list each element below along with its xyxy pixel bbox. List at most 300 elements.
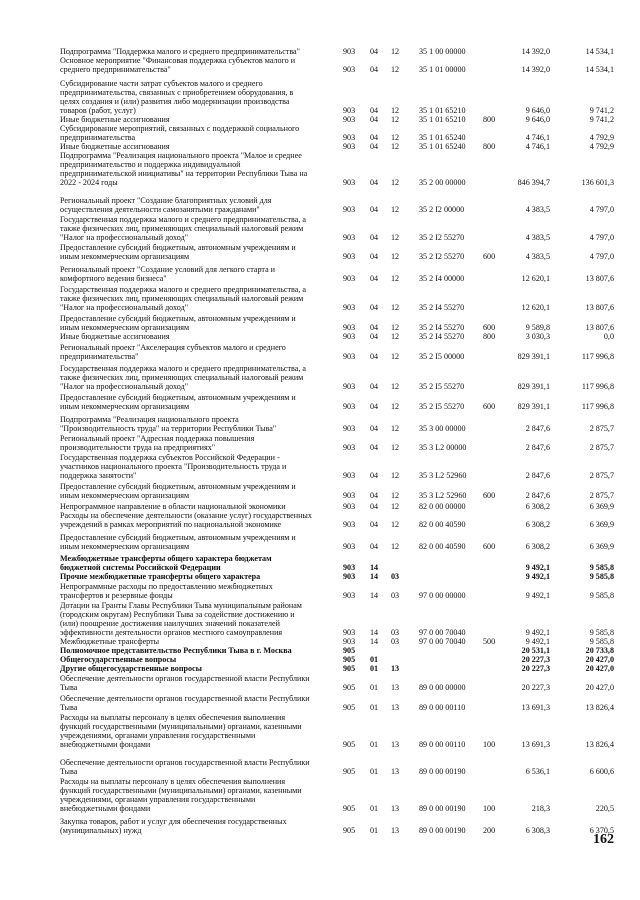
description-line: иным некоммерческим организациям [60,401,190,411]
description-line: функций государственными (муниципальными) органами, казенными [60,785,302,795]
description-line: поддержка занятости" [60,470,137,480]
subsection-code: 12 [391,142,400,151]
amount-year-2: 4 797,0 [589,232,614,242]
row-description [60,818,346,836]
section-code: 04 [370,519,379,529]
amount-year-1: 4 746,1 [525,132,550,142]
row-description [60,57,346,75]
expense-type-code: 100 [483,739,496,749]
target-article-code: 35 1 00 00000 [419,47,466,56]
description-line: Субсидирование мероприятий, связанных с поддержкой социального [60,124,300,133]
amount-year-1: 20 227,3 [521,655,550,664]
amount-year-2: 6 369,9 [589,541,614,551]
subsection-code: 12 [391,502,400,511]
section-code: 04 [370,232,379,242]
description-line: Межбюджетные трансферты [60,637,160,646]
amount-year-1: 9 492,1 [525,572,550,581]
subsection-code: 12 [391,322,400,332]
section-code: 04 [370,64,379,74]
description-line: "Налог на профессиональный доход" [60,232,189,242]
section-code: 04 [370,132,379,142]
section-code: 04 [370,142,379,151]
row-description [60,555,346,573]
admin-code: 905 [343,803,356,813]
description-line: комфортного ведения бизнеса" [60,273,167,283]
subsection-code: 03 [391,637,400,646]
description-line: Общегосударственные вопросы [60,655,177,664]
target-article-code: 97 0 00 00000 [419,590,466,600]
expense-type-code: 800 [483,142,496,151]
section-code: 01 [370,664,379,673]
description-line: 2022 - 2024 годы [60,177,118,187]
description-line: учреждениями, органами управления государственными [60,730,256,740]
subsection-code: 13 [391,825,400,835]
subsection-code: 12 [391,47,400,56]
description-line: Региональный проект "Акселерация субъектов малого и среднего [60,343,286,352]
target-article-code: 35 2 I4 00000 [419,273,465,283]
description-line: Прочие межбюджетные трансферты общего характера [60,572,261,581]
description-line: иным некоммерческим организациям [60,251,190,261]
amount-year-1: 9 492,1 [525,637,550,646]
section-code: 04 [370,251,379,261]
description-line: Межбюджетные трансферты общего характера бюджетам [60,554,272,563]
subsection-code: 12 [391,470,400,480]
subsection-code: 12 [391,442,400,452]
description-line: Региональный проект "Создание благоприятных условий для [60,196,272,205]
amount-year-1: 4 383,5 [525,251,550,261]
target-article-code: 35 1 01 65240 [419,132,466,142]
target-article-code: 35 2 I4 55270 [419,302,465,312]
description-line: осуществления деятельности самозанятыми гражданами" [60,204,260,214]
amount-year-1: 6 308,3 [525,825,550,835]
description-line: предпринимательской инициативы" на территории Республики Тыва на [60,168,308,178]
target-article-code: 35 2 I2 55270 [419,232,465,242]
admin-code: 903 [343,177,356,187]
amount-year-1: 14 392,0 [521,47,550,56]
target-article-code: 35 2 I2 55270 [419,251,465,261]
description-line: трансфертов и резервные фонды [60,590,173,600]
amount-year-2: 13 826,4 [585,702,614,712]
description-line: внебюджетными фондами [60,803,151,813]
description-line: среднего предпринимательства" [60,64,171,74]
admin-code: 903 [343,115,356,124]
amount-year-1: 20 227,3 [521,664,550,673]
row-description [60,483,346,501]
admin-code: 905 [343,702,356,712]
subsection-code: 12 [391,401,400,411]
description-line: "Налог на профессиональный доход" [60,302,189,312]
row-description [60,454,346,481]
amount-year-2: 2 875,7 [589,470,614,480]
amount-year-1: 9 492,1 [525,562,550,572]
target-article-code: 97 0 00 70040 [419,627,466,637]
description-line: Государственная поддержка малого и среднего предпринимательства, а [60,285,306,294]
row-description [60,333,346,342]
amount-year-2: 9 585,8 [589,627,614,637]
amount-year-2: 9 585,8 [589,572,614,581]
subsection-code: 13 [391,739,400,749]
section-code: 04 [370,302,379,312]
admin-code: 903 [343,401,356,411]
description-line: Полномочное представительство Республики Тыва в г. Москва [60,646,292,655]
target-article-code: 35 2 I5 00000 [419,351,465,361]
subsection-code: 12 [391,232,400,242]
target-article-code: 89 0 00 00110 [419,739,466,749]
description-line: (или) поощрение достижения наилучших значений показателей [60,618,280,628]
description-line: Подпрограмма "Реализация национального проекта "Малое и среднее [60,151,302,160]
target-article-code: 35 2 I2 00000 [419,204,465,214]
amount-year-1: 9 589,8 [525,322,550,332]
subsection-code: 12 [391,519,400,529]
subsection-code: 12 [391,332,400,341]
admin-code: 903 [343,502,356,511]
admin-code: 905 [343,682,356,692]
row-description [60,344,346,362]
row-description [60,152,346,188]
expense-type-code: 800 [483,115,496,124]
amount-year-2: 6 369,9 [589,502,614,511]
description-line: "Налог на профессиональный доход" [60,381,189,391]
amount-year-1: 20 227,3 [521,682,550,692]
expense-type-code: 600 [483,322,496,332]
admin-code: 903 [343,590,356,600]
description-line: Другие общегосударственные вопросы [60,664,202,673]
description-line: Подпрограмма "Реализация национального проекта [60,415,239,424]
section-code: 14 [370,562,379,572]
admin-code: 903 [343,302,356,312]
description-line: Государственная поддержка малого и среднего предпринимательства, а [60,215,306,224]
row-description [60,286,346,313]
section-code: 04 [370,401,379,411]
target-article-code: 35 2 I4 55270 [419,332,465,341]
subsection-code: 03 [391,572,400,581]
row-description [60,665,346,674]
amount-year-2: 20 427,0 [585,682,614,692]
description-line: Региональный проект "Адресная поддержка повышения [60,434,255,443]
description-line: предпринимательства [60,132,136,142]
subsection-code: 13 [391,682,400,692]
amount-year-1: 12 620,1 [521,273,550,283]
expense-type-code: 600 [483,401,496,411]
amount-year-2: 6 600,6 [589,766,614,776]
amount-year-2: 4 797,0 [589,251,614,261]
description-line: Государственная поддержка субъектов Российской Федерации - [60,453,280,462]
admin-code: 905 [343,664,356,673]
amount-year-1: 20 531,1 [521,646,550,655]
amount-year-2: 13 807,6 [585,273,614,283]
amount-year-2: 14 534,1 [585,47,614,56]
description-line: Тыва [60,682,78,692]
amount-year-1: 6 308,2 [525,519,550,529]
description-line: Предоставление субсидий бюджетным, автономным учреждениям и [60,243,296,252]
admin-code: 903 [343,637,356,646]
admin-code: 903 [343,572,356,581]
description-line: иным некоммерческим организациям [60,322,190,332]
row-description [60,573,346,582]
description-line: Непрограммное направление в области национальной экономики [60,502,286,511]
admin-code: 903 [343,627,356,637]
section-code: 14 [370,572,379,581]
section-code: 01 [370,702,379,712]
admin-code: 903 [343,381,356,391]
target-article-code: 35 1 01 00000 [419,64,466,74]
section-code: 04 [370,204,379,214]
section-code: 04 [370,332,379,341]
page-number: 162 [593,832,614,847]
description-line: функций государственными (муниципальными) органами, казенными [60,721,302,731]
subsection-code: 12 [391,302,400,312]
amount-year-2: 4 797,0 [589,204,614,214]
row-description [60,534,346,552]
description-line: учреждений в рамках мероприятий по национальной экономике [60,519,282,529]
amount-year-1: 9 492,1 [525,590,550,600]
description-line: эффективности деятельности органов местного самоуправления [60,627,283,637]
description-line: предпринимательства" [60,351,139,361]
target-article-code: 89 0 00 00190 [419,825,466,835]
target-article-code: 35 3 00 00000 [419,423,466,433]
section-code: 04 [370,115,379,124]
description-line: Непрограммные расходы по предоставлению межбюджетных [60,582,273,591]
description-line: "Производительность труда" на территории Республики Тыва" [60,423,277,433]
row-description [60,197,346,215]
amount-year-1: 6 308,2 [525,541,550,551]
section-code: 01 [370,655,379,664]
description-line: учреждениями, органами управления государственными [60,794,256,804]
description-line: целях создания и (или) развития либо модернизации производства [60,96,290,106]
amount-year-1: 6 536,1 [525,766,550,776]
subsection-code: 12 [391,177,400,187]
subsection-code: 12 [391,381,400,391]
description-line: Региональный проект "Создание условий для легкого старта и [60,265,276,274]
amount-year-2: 117 996,8 [581,351,614,361]
description-line: (городским округам) Республики Тыва за содействие достижению и [60,609,295,619]
target-article-code: 97 0 00 70040 [419,637,466,646]
row-description [60,675,346,693]
section-code: 01 [370,739,379,749]
section-code: 04 [370,381,379,391]
amount-year-1: 218,3 [531,803,550,813]
amount-year-1: 829 391,1 [517,401,550,411]
amount-year-2: 13 807,6 [585,322,614,332]
section-code: 01 [370,682,379,692]
row-description [60,695,346,713]
admin-code: 903 [343,470,356,480]
row-description [60,365,346,392]
amount-year-2: 9 741,2 [589,105,614,115]
amount-year-2: 9 585,8 [589,562,614,572]
section-code: 01 [370,825,379,835]
description-line: товаров (работ, услуг) [60,105,136,115]
description-line: Подпрограмма "Поддержка малого и среднего предпринимательства" [60,47,300,56]
amount-year-1: 12 620,1 [521,302,550,312]
admin-code: 903 [343,47,356,56]
expense-type-code: 800 [483,332,496,341]
section-code: 04 [370,470,379,480]
description-line: предпринимательства, связанных с приобретением оборудования, в [60,87,294,97]
amount-year-2: 2 875,7 [589,423,614,433]
section-code: 14 [370,590,379,600]
amount-year-1: 4 383,5 [525,204,550,214]
row-description [60,244,346,262]
target-article-code: 35 1 01 65210 [419,105,466,115]
description-line: (муниципальных) нужд [60,825,142,835]
section-code: 14 [370,637,379,646]
admin-code: 905 [343,646,356,655]
amount-year-2: 0,0 [603,332,614,341]
admin-code: 903 [343,562,356,572]
target-article-code: 89 0 00 00190 [419,766,466,776]
description-line: Предоставление субсидий бюджетным, автономным учреждениям и [60,482,296,491]
amount-year-1: 4 746,1 [525,142,550,151]
amount-year-2: 20 427,0 [585,664,614,673]
description-line: Тыва [60,766,78,776]
expense-type-code: 600 [483,541,496,551]
section-code: 04 [370,105,379,115]
description-line: Основное мероприятие "Финансовая поддержка субъектов малого и [60,56,296,65]
admin-code: 903 [343,232,356,242]
admin-code: 903 [343,132,356,142]
amount-year-1: 829 391,1 [517,351,550,361]
amount-year-2: 14 534,1 [585,64,614,74]
target-article-code: 89 0 00 00000 [419,682,466,692]
amount-year-2: 220,5 [595,803,614,813]
section-code: 04 [370,322,379,332]
subsection-code: 12 [391,273,400,283]
admin-code: 905 [343,655,356,664]
amount-year-2: 6 369,9 [589,519,614,529]
subsection-code: 12 [391,115,400,124]
description-line: Иные бюджетные ассигнования [60,115,170,124]
description-line: Обеспечение деятельности органов государственной власти Республики [60,674,310,683]
row-description [60,216,346,243]
expense-type-code: 200 [483,825,496,835]
subsection-code: 13 [391,766,400,776]
subsection-code: 12 [391,541,400,551]
admin-code: 903 [343,351,356,361]
section-code: 04 [370,47,379,56]
amount-year-2: 6 370,5 [589,825,614,835]
amount-year-1: 2 847,6 [525,470,550,480]
description-line: производительности труда на предприятиях" [60,442,216,452]
target-article-code: 89 0 00 00110 [419,702,466,712]
amount-year-2: 13 807,6 [585,302,614,312]
amount-year-2: 2 875,7 [589,490,614,500]
description-line: также физических лиц, применяющих специальный налоговый режим [60,223,304,233]
subsection-code: 12 [391,64,400,74]
subsection-code: 12 [391,204,400,214]
admin-code: 905 [343,739,356,749]
section-code: 04 [370,177,379,187]
description-line: иным некоммерческим организациям [60,490,190,500]
target-article-code: 82 0 00 00000 [419,502,466,511]
section-code: 04 [370,442,379,452]
amount-year-2: 9 585,8 [589,590,614,600]
section-code: 14 [370,627,379,637]
amount-year-1: 846 394,7 [517,177,550,187]
row-description [60,512,346,530]
target-article-code: 35 3 L2 52960 [419,490,467,500]
row-description [60,416,346,434]
amount-year-2: 20 733,8 [585,646,614,655]
admin-code: 905 [343,825,356,835]
amount-year-2: 9 741,2 [589,115,614,124]
amount-year-1: 13 691,3 [521,739,550,749]
row-description [60,759,346,777]
admin-code: 903 [343,105,356,115]
amount-year-2: 136 601,3 [581,177,614,187]
section-code: 01 [370,766,379,776]
amount-year-1: 14 392,0 [521,64,550,74]
admin-code: 903 [343,423,356,433]
subsection-code: 12 [391,251,400,261]
admin-code: 903 [343,64,356,74]
description-line: Государственная поддержка малого и среднего предпринимательства, а [60,364,306,373]
description-line: также физических лиц, применяющих специальный налоговый режим [60,293,304,303]
amount-year-1: 2 847,6 [525,442,550,452]
target-article-code: 82 0 00 40590 [419,541,466,551]
description-line: Тыва [60,702,78,712]
subsection-code: 13 [391,702,400,712]
row-description [60,435,346,453]
description-line: также физических лиц, применяющих специальный налоговый режим [60,372,304,382]
section-code: 04 [370,423,379,433]
description-line: Предоставление субсидий бюджетным, автономным учреждениям и [60,533,296,542]
subsection-code: 03 [391,627,400,637]
description-line: Предоставление субсидий бюджетным, автономным учреждениям и [60,314,296,323]
row-description [60,714,346,750]
amount-year-2: 117 996,8 [581,381,614,391]
target-article-code: 35 2 I4 55270 [419,322,465,332]
amount-year-2: 2 875,7 [589,442,614,452]
section-code: 04 [370,273,379,283]
description-line: иным некоммерческим организациям [60,541,190,551]
description-line: участников национального проекта "Производительность труда и [60,461,287,471]
description-line: бюджетной системы Российской Федерации [60,562,221,572]
subsection-code: 13 [391,803,400,813]
amount-year-2: 13 826,4 [585,739,614,749]
amount-year-2: 4 792,9 [589,142,614,151]
amount-year-1: 9 646,0 [525,115,550,124]
description-line: Иные бюджетные ассигнования [60,332,170,341]
section-code: 04 [370,502,379,511]
row-description [60,315,346,333]
expense-type-code: 600 [483,490,496,500]
amount-year-1: 4 383,5 [525,232,550,242]
admin-code: 903 [343,541,356,551]
amount-year-1: 9 492,1 [525,627,550,637]
description-line: Обеспечение деятельности органов государственной власти Республики [60,694,310,703]
subsection-code: 12 [391,351,400,361]
admin-code: 903 [343,322,356,332]
amount-year-2: 9 585,8 [589,637,614,646]
amount-year-1: 13 691,3 [521,702,550,712]
row-description [60,266,346,284]
subsection-code: 12 [391,132,400,142]
row-description [60,602,346,638]
target-article-code: 35 3 L2 52960 [419,470,467,480]
row-description [60,125,346,143]
target-article-code: 35 1 01 65210 [419,115,466,124]
target-article-code: 89 0 00 00190 [419,803,466,813]
description-line: Расходы на обеспечение деятельности (оказание услуг) государственных [60,511,312,520]
admin-code: 903 [343,332,356,341]
description-line: Расходы на выплаты персоналу в целях обеспечения выполнения [60,713,286,722]
expense-type-code: 500 [483,637,496,646]
section-code: 04 [370,541,379,551]
target-article-code: 82 0 00 40590 [419,519,466,529]
subsection-code: 12 [391,423,400,433]
row-description [60,583,346,601]
